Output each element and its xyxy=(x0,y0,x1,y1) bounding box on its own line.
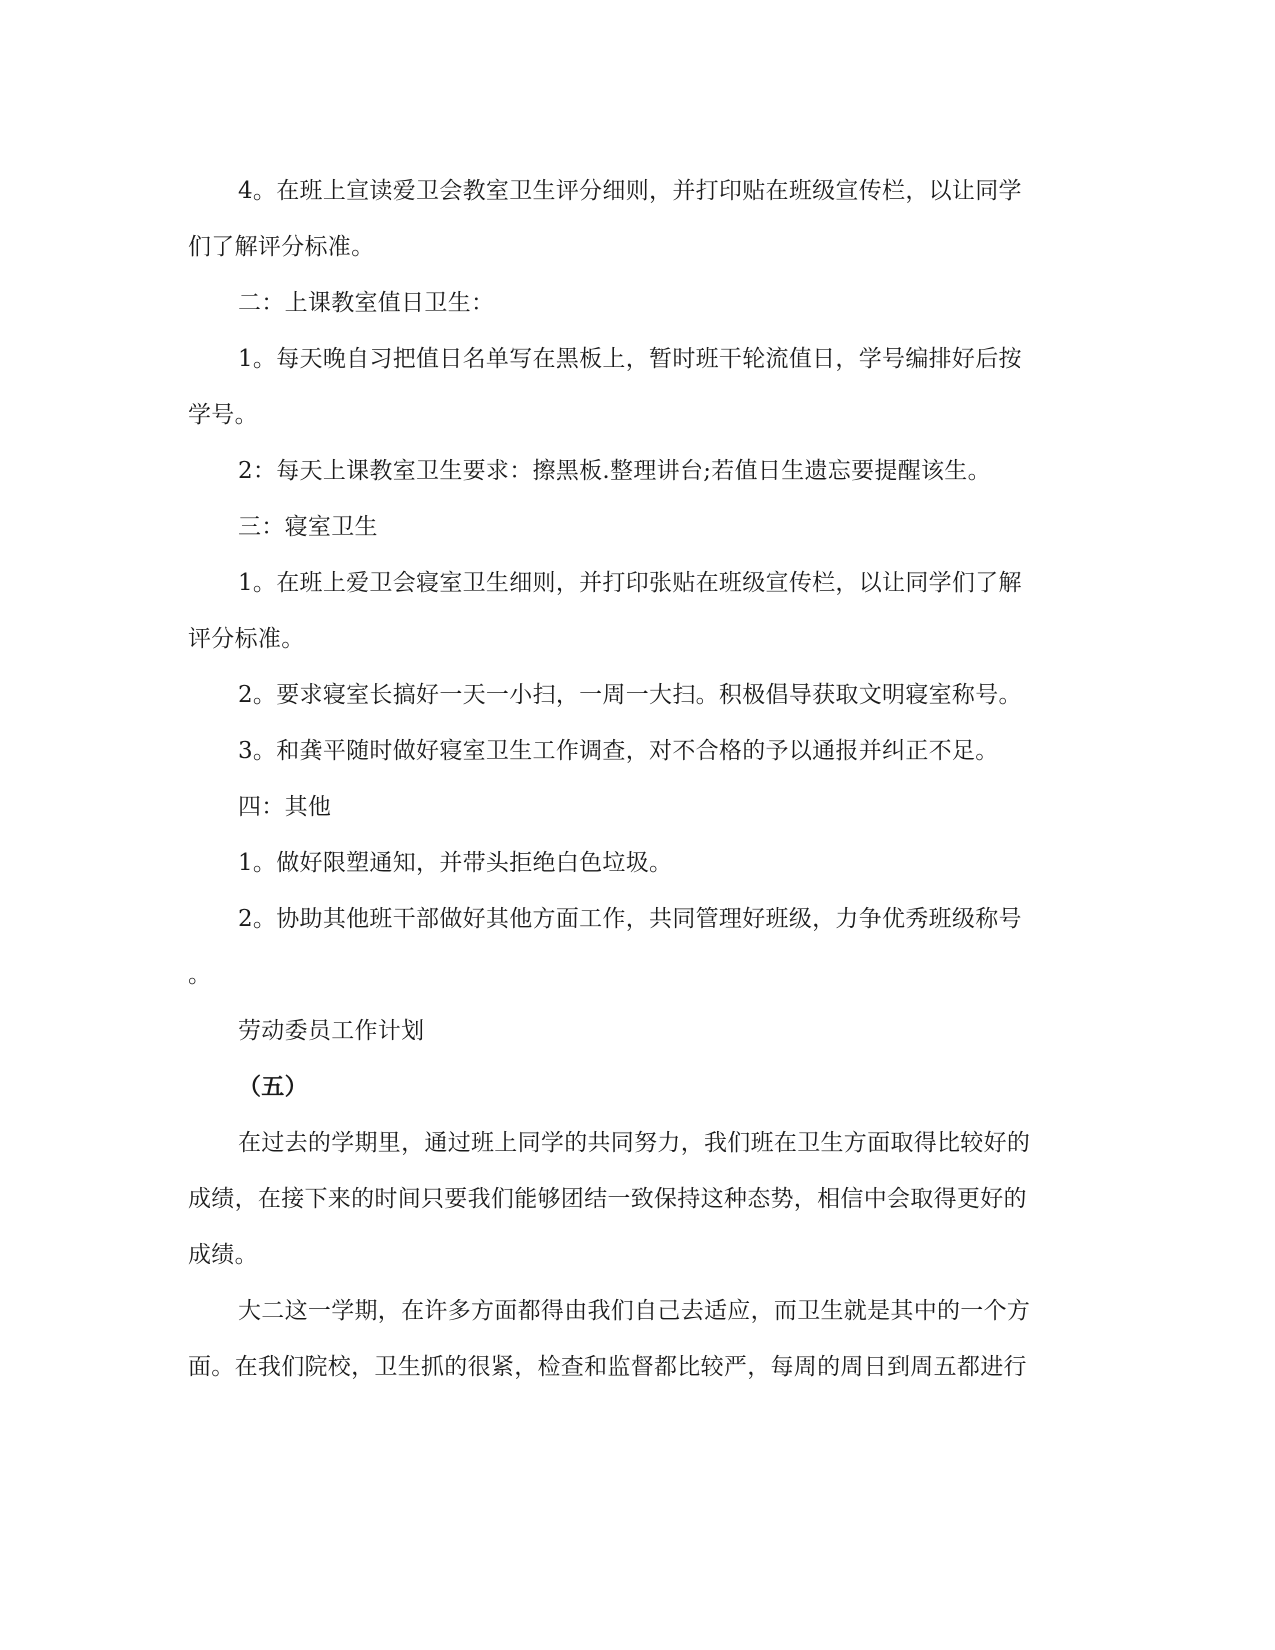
paragraph-line: 在过去的学期里，通过班上同学的共同努力，我们班在卫生方面取得比较好的 xyxy=(238,1130,1031,1156)
document-title: 劳动委员工作计划 xyxy=(238,1018,425,1044)
section-heading: 二：上课教室值日卫生： xyxy=(238,290,495,316)
paragraph-line: 面。在我们院校，卫生抓的很紧，检查和监督都比较严，每周的周日到周五都进行 xyxy=(188,1354,1027,1380)
section-number: （五） xyxy=(238,1073,308,1100)
paragraph-line: 学号。 xyxy=(188,402,258,428)
paragraph-line: 1。在班上爱卫会寝室卫生细则，并打印张贴在班级宣传栏，以让同学们了解 xyxy=(238,570,1022,596)
paragraph-line: 1。每天晚自习把值日名单写在黑板上，暂时班干轮流值日，学号编排好后按 xyxy=(238,346,1022,372)
paragraph-line: 成绩，在接下来的时间只要我们能够团结一致保持这种态势，相信中会取得更好的 xyxy=(188,1186,1027,1212)
section-heading: 三：寝室卫生 xyxy=(238,514,378,540)
paragraph-line: 们了解评分标准。 xyxy=(188,234,375,260)
paragraph-line: 4。在班上宣读爱卫会教室卫生评分细则，并打印贴在班级宣传栏，以让同学 xyxy=(238,178,1022,204)
section-heading: 四：其他 xyxy=(238,794,332,820)
paragraph-line: 3。和龚平随时做好寝室卫生工作调查，对不合格的予以通报并纠正不足。 xyxy=(238,738,999,764)
paragraph-line: 大二这一学期，在许多方面都得由我们自己去适应，而卫生就是其中的一个方 xyxy=(238,1298,1031,1324)
paragraph-line: 2：每天上课教室卫生要求：擦黑板.整理讲台;若值日生遗忘要提醒该生。 xyxy=(238,458,991,484)
paragraph-line: 2。要求寝室长搞好一天一小扫，一周一大扫。积极倡导获取文明寝室称号。 xyxy=(238,682,1022,708)
paragraph-line: 1。做好限塑通知，并带头拒绝白色垃圾。 xyxy=(238,850,673,876)
paragraph-line: 。 xyxy=(188,962,212,988)
paragraph-line: 2。协助其他班干部做好其他方面工作，共同管理好班级，力争优秀班级称号 xyxy=(238,906,1022,932)
paragraph-line: 成绩。 xyxy=(188,1242,258,1268)
paragraph-line: 评分标准。 xyxy=(188,626,305,652)
